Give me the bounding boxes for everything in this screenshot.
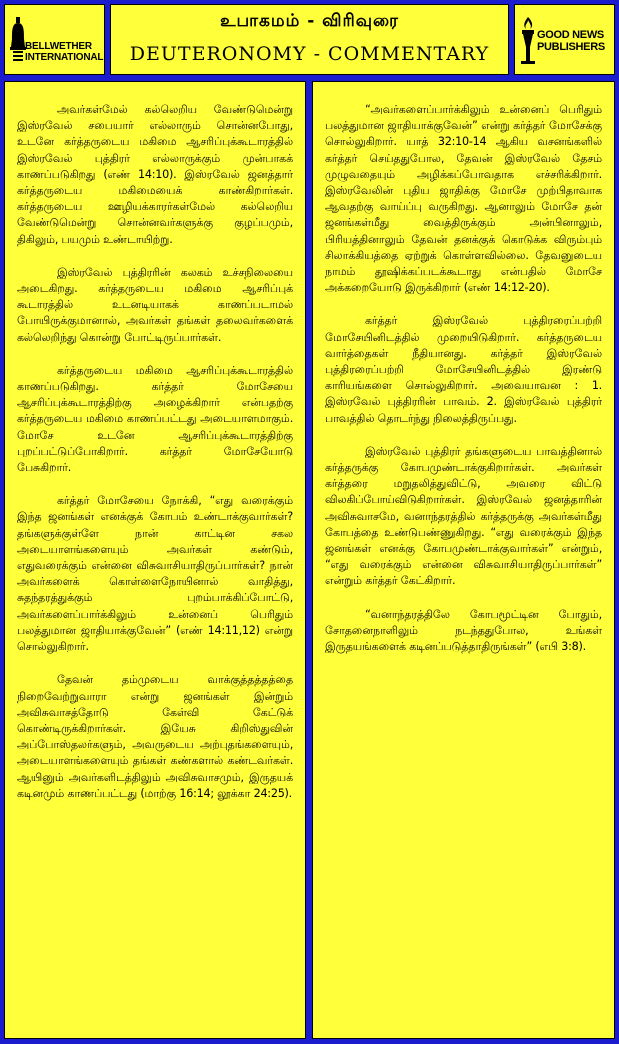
page-title-english: DEUTERONOMY - COMMENTARY bbox=[129, 43, 490, 65]
right-column bbox=[312, 81, 615, 1039]
paragraph: “வனாந்தரத்திலே கோபமூட்டின போதும், சோதனைநாளிலும் நடந்ததுபோல, உங்கள் இருதயங்களைக் கடினப்படுத்தாதிருங்கள்” (எபி 3:8). bbox=[325, 607, 602, 654]
paragraph: “அவர்களைப்பார்க்கிலும் உன்னைப் பெரிதும் பலத்துமான ஜாதியாக்குவேன்” என்று கர்த்தர் மோசேக்கு சொல்லுகிறார். யாத் 32:10-14 ஆகிய வசனங்களில் கர்த்தர் செய்ததுபோல, தேவன் இஸ்ரவேல் தேசம் முழுவதையும் அழிக்கப்போவதாக எச்சரிக்கிறார். இஸ்ரவேலின் புதிய ஜாதிக்கு மோசே முற்பிதாவாக ஆவதற்கு வாய்ப்பு வருகிறது. ஆனாலும் மோசே தன் ஜனங்கள்மீது வைத்திருக்கும் அன்பினாலும், பிரியத்தினாலும் தேவன் தனக்குக் கொடுக்க விரும்பும் சிலாக்கியத்தை ஏற்றுக் கொள்ளவில்லை. தேவனுடைய நாமம் தூஷிக்கப்படக்கூடாது என்பதில் மோசே அக்கறையோடு இருக்கிறார் (எண் 14:12-20). bbox=[325, 103, 602, 295]
bellwether-logo bbox=[4, 4, 105, 75]
good-news-logo-text bbox=[537, 29, 605, 53]
logo-line-1: BELLWETHER bbox=[25, 41, 92, 52]
paragraph: இஸ்ரவேல் புத்திரரின் கலகம் உச்சநிலையை அடைகிறது. கர்த்தருடைய மகிமை ஆசரிப்புக் கூடாரத்தில் உடனடியாகக் காணப்படாமல் போயிருக்குமானால், அவர்கள் தங்கள் தலைவர்களைக் கல்லெறிந்து கொன்று போட்டிருப்பார்கள். bbox=[17, 265, 293, 344]
paragraph: தேவன் தம்முடைய வாக்குத்தத்தத்தை நிறைவேற்றுவாரா என்று ஜனங்கள் இன்றும் அவிசுவாசத்தோடு கேள்வி கேட்டுக் கொண்டிருக்கிறார்கள். இயேசு கிறிஸ்துவின் அப்போஸ்தலர்களும், அவருடைய அற்புதங்களையும், அடையாளங்களையும் தங்கள் கண்களால் கண்டவர்கள். ஆயினும் அவர்களிடத்திலும் அவிசுவாசமும், இருதயக் கடினமும் காணப்பட்டது (மாற்கு 16:14; லூக்கா 24:25). bbox=[17, 673, 293, 800]
paragraph: அவர்கள்மேல் கல்லெறிய வேண்டுமென்று இஸ்ரவேல் சபையார் எல்லாரும் சொன்னபோது, உடனே கர்த்தருடைய மகிமை ஆசரிப்புக்கூடாரத்தில் இஸ்ரவேல் புத்திரர் எல்லாருக்கும் முன்பாகக் காணப்படுகிறது (எண் 14:10). இஸ்ரவேல் ஜனத்தார் கர்த்தருடைய மகிமையைக் காண்கிறார்கள். கர்த்தருடைய ஊழியக்காரர்கள்மேல் கல்லெறிய வேண்டுமென்று சொன்னவர்களுக்கு குழப்பமும், திகிலும், பயமும் உண்டாயிற்று. bbox=[17, 103, 293, 246]
page-title-tamil: உபாகமம் - விரிவுரை bbox=[220, 11, 399, 31]
logo-line-2: PUBLISHERS bbox=[537, 41, 605, 53]
good-news-logo bbox=[514, 4, 615, 75]
paragraph: கர்த்தர் இஸ்ரவேல் புத்திரரைப்பற்றி மோசேயினிடத்தில் முறையிடுகிறார். கர்த்தருடைய வார்த்தைகள் நீதியானது. கர்த்தர் இஸ்ரவேல் புத்திரரைப்பற்றி மோசேயினிடத்தில் இரண்டு காரியங்களை சொல்லுகிறார். அவையாவன : 1. இஸ்ரவேல் புத்திரரின் பாவம். 2. இஸ்ரவேல் புத்திரர் பாவத்தில் தொடர்ந்து நிலைத்திருப்பது. bbox=[325, 314, 602, 425]
left-column bbox=[4, 81, 306, 1039]
torch-icon bbox=[519, 17, 537, 65]
paragraph: கர்த்தருடைய மகிமை ஆசரிப்புக்கூடாரத்தில் காணப்படுகிறது. கர்த்தர் மோசேயை ஆசரிப்புக்கூடாரத்திற்கு அழைக்கிறார் என்பதற்கு கர்த்தருடைய மகிமை காணப்பட்டது அடையாளமாகும். மோசே உடனே ஆசரிப்புக்கூடாரத்திற்கு புறப்பட்டுப்போகிறார். கர்த்தர் மோசேயோடு பேசுகிறார். bbox=[17, 363, 293, 475]
page-header bbox=[0, 0, 619, 79]
bellwether-logo-text bbox=[25, 41, 103, 63]
logo-line-2: INTERNATIONAL bbox=[25, 52, 104, 63]
logo-line-1: GOOD NEWS bbox=[537, 29, 604, 41]
paragraph: இஸ்ரவேல் புத்திரர் தங்களுடைய பாவத்தினால் கர்த்தருக்கு கோபமுண்டாக்குகிறார்கள். அவர்கள் கர்த்தரை மறுதலித்துவிட்டு, அவரை விட்டு விலகிப்போய்விடுகிறார்கள். இஸ்ரவேல் ஜனத்தாரின் அவிசுவாசமே, வனாந்தரத்தில் கர்த்தருக்கு அவர்கள்மீது கோபத்தை உண்டுபண்ணுகிறது. “எது வரைக்கும் இந்த ஜனங்கள் எனக்கு கோபமுண்டாக்குவார்கள்” என்றும், “எது வரைக்கும் என்னை விசுவாசியாதிருப்பார்கள்” என்றும் கர்த்தர் கேட்கிறார். bbox=[325, 444, 602, 588]
title-box bbox=[110, 4, 509, 75]
paragraph: கர்த்தர் மோசேயை நோக்கி, “எது வரைக்கும் இந்த ஜனங்கள் எனக்குக் கோபம் உண்டாக்குவார்கள்? தங்களுக்குள்ளே நான் காட்டின சகல அடையாளங்களையும் அவர்கள் கண்டும், எதுவரைக்கும் என்னை விசுவாசியாதிருப்பார்கள்? நான் அவர்களைக் கொள்ளைநோயினால் வாதித்து, சுதந்தரத்துக்கும் புறம்பாக்கிப்போட்டு, அவர்களைப்பார்க்கிலும் உன்னைப் பெரிதும் பலத்துமான ஜாதியாக்குவேன்” (எண் 14:11,12) என்று சொல்லுகிறார். bbox=[17, 494, 293, 654]
